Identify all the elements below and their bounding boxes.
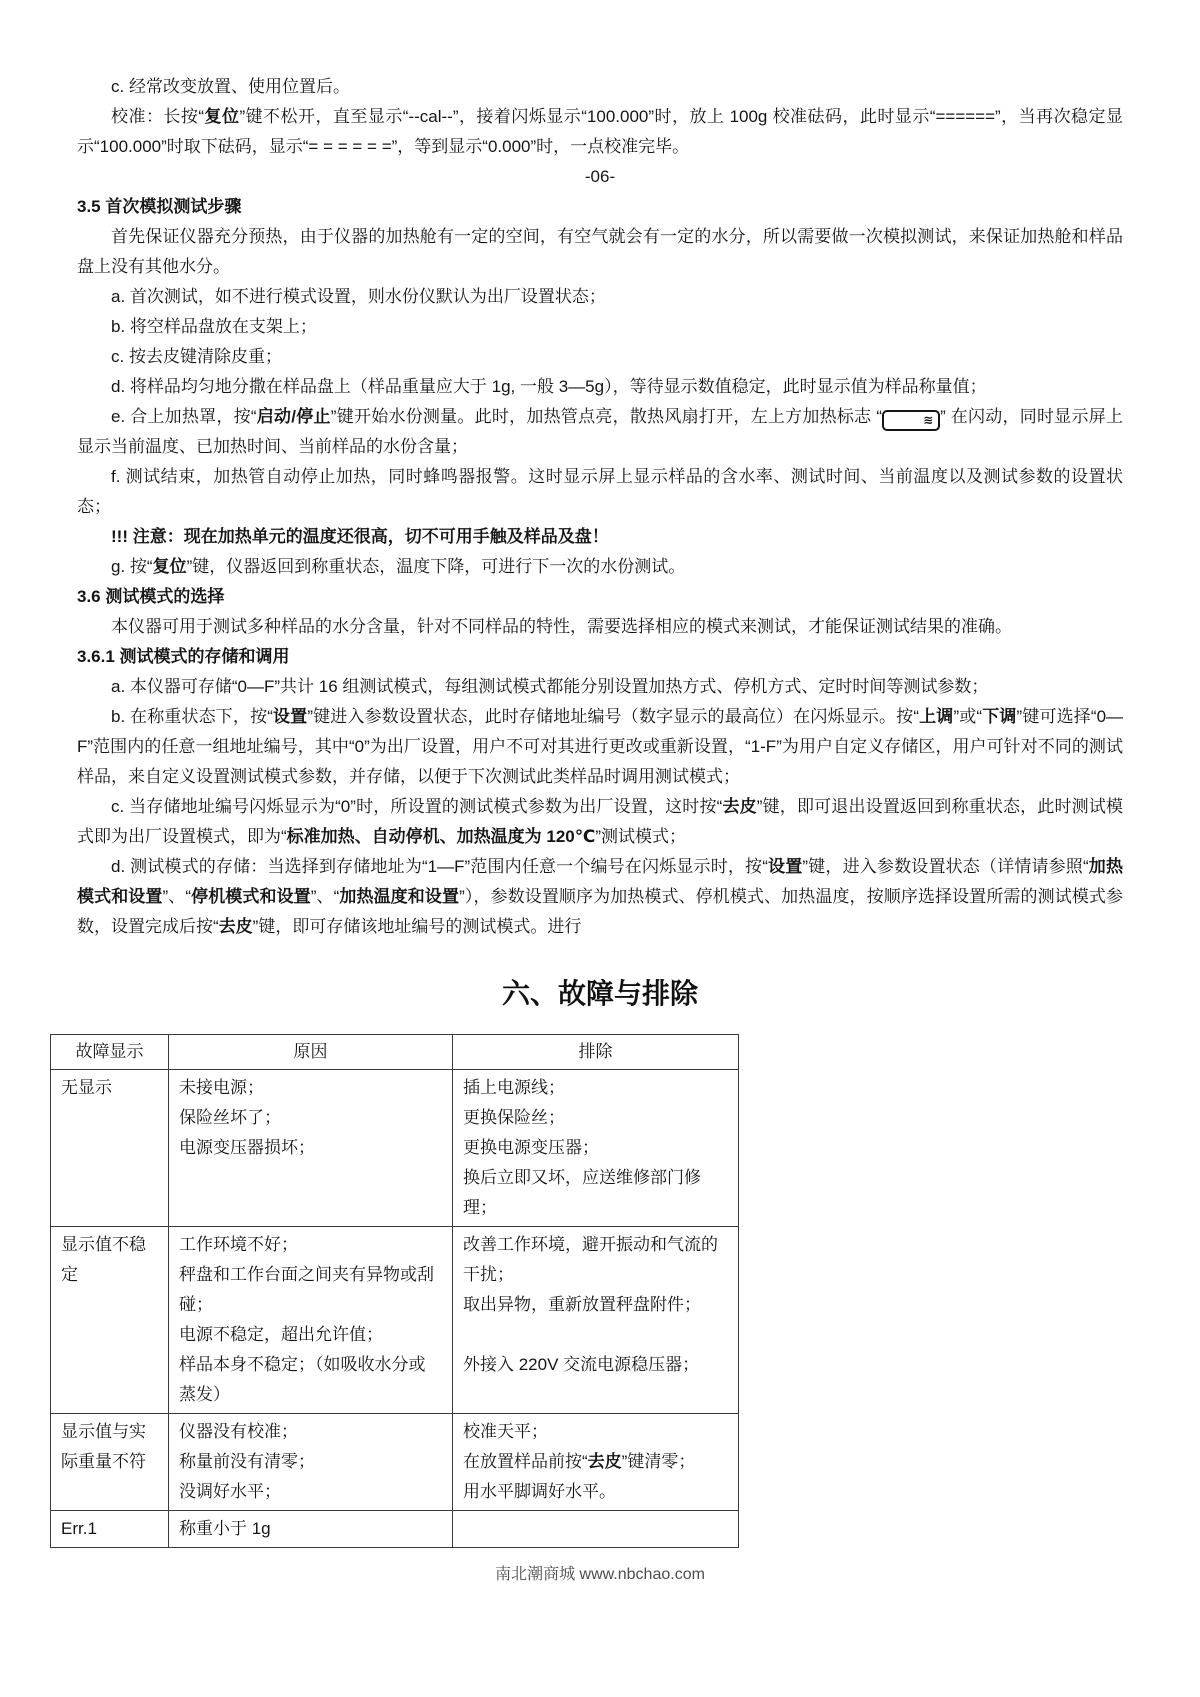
bold-text-segment: 去皮	[218, 917, 253, 936]
fault-cell-display	[51, 1511, 169, 1548]
cell-line	[179, 1073, 442, 1103]
text-segment: g. 按“	[111, 557, 153, 576]
text-segment: 3.6 测试模式的选择	[77, 587, 225, 606]
text-segment: 取出异物，重新放置秤盘附件；	[463, 1295, 701, 1314]
cell-line	[463, 1230, 728, 1290]
cell-line	[463, 1290, 728, 1320]
fault-cell-remedy	[453, 1227, 739, 1414]
cell-line	[179, 1260, 442, 1320]
text-segment: 外接入 220V 交流电源稳压器；	[463, 1355, 700, 1374]
cell-line	[179, 1320, 442, 1350]
text-segment: ”测试模式；	[595, 827, 687, 846]
text-segment: e. 合上加热罩，按“	[111, 407, 257, 426]
cell-line	[61, 1073, 158, 1103]
cell-line	[463, 1417, 728, 1447]
cell-line	[179, 1350, 442, 1410]
text-segment: d. 测试模式的存储：当选择到存储地址为“1—F”范围内任意一个编号在闪烁显示时，按“	[111, 857, 768, 876]
text-segment: 显示值与实际重量不符	[61, 1422, 146, 1471]
fault-table-header-display: 故障显示	[51, 1035, 169, 1070]
page-number	[77, 162, 1123, 192]
paragraph-calibration-note	[77, 72, 1123, 102]
paragraph	[77, 612, 1123, 642]
cell-line	[463, 1133, 728, 1163]
bold-text-segment: 停机模式和设置	[191, 887, 311, 906]
text-segment: ”键可选择“0—F”范围内的任意一组地址编号，其中“0”为出厂设置，用户不可对其进行更改或重新设置，“1-F”为用户自定义存储区，用户可针对不同的测试样品，来自定义设置测试模式参数，并存储，以便于下次测试此类样品时调用测试模式；	[77, 707, 1124, 786]
paragraph-calibration-steps	[77, 102, 1123, 162]
text-segment: 工作环境不好；	[179, 1235, 298, 1254]
fault-table-header-cause: 原因	[169, 1035, 453, 1070]
bold-text-segment: 标准加热、自动停机、加热温度为 120℃	[286, 827, 596, 846]
text-segment: 无显示	[61, 1078, 112, 1097]
text-segment: 称量前没有清零；	[179, 1452, 315, 1471]
text-segment: 插上电源线；	[463, 1078, 565, 1097]
page-footer: 南北潮商城 www.nbchao.com	[495, 1566, 705, 1583]
text-segment: -06-	[584, 167, 616, 186]
text-segment: a. 首次测试，如不进行模式设置，则水份仪默认为出厂设置状态；	[111, 287, 606, 306]
text-segment: 电源变压器损坏；	[179, 1138, 315, 1157]
text-segment: 3.6.1 测试模式的存储和调用	[77, 647, 290, 666]
fault-cell-remedy	[453, 1414, 739, 1511]
cell-line	[179, 1417, 442, 1447]
bold-text-segment: 加热温度和设置	[339, 887, 460, 906]
cell-line	[463, 1103, 728, 1133]
text-segment: 电源不稳定，超出允许值；	[179, 1325, 383, 1344]
text-segment: c. 经常改变放置、使用位置后。	[111, 77, 350, 96]
bold-text-segment: 设置	[767, 857, 803, 876]
text-segment: ”），参数设置顺序为加热模式、停机模式、加热温度，按顺序选择设置所需的测试模式参数，设置完成后按“	[77, 887, 1123, 936]
text-segment: 显示值不稳定	[61, 1235, 146, 1284]
fault-cell-display	[51, 1070, 169, 1227]
fault-table-row	[51, 1511, 739, 1548]
fault-table	[50, 1034, 739, 1548]
cell-line	[463, 1350, 728, 1380]
fault-cell-remedy	[453, 1511, 739, 1548]
paragraph-step-f	[77, 462, 1123, 522]
cell-line	[179, 1447, 442, 1477]
fault-section-title: 六、故障与排除	[501, 978, 698, 1009]
text-segment: 首先保证仪器充分预热，由于仪器的加热舱有一定的空间，有空气就会有一定的水分，所以需要做一次模拟测试，来保证加热舱和样品盘上没有其他水分。	[77, 227, 1123, 276]
text-segment: 没调好水平；	[179, 1482, 281, 1501]
cell-line	[463, 1447, 728, 1477]
text-segment: 本仪器可用于测试多种样品的水分含量，针对不同样品的特性，需要选择相应的模式来测试，才能保证测试结果的准确。	[111, 617, 1012, 636]
bold-text-segment: 去皮	[722, 797, 757, 816]
cell-line	[61, 1417, 158, 1477]
cell-line	[179, 1133, 442, 1163]
bold-text-segment: !!! 注意：现在加热单元的温度还很高，切不可用手触及样品及盘！	[111, 527, 609, 546]
cell-line	[179, 1230, 442, 1260]
fault-cell-cause	[169, 1414, 453, 1511]
cell-line	[463, 1320, 728, 1350]
text-segment: 更换电源变压器；	[463, 1138, 599, 1157]
bold-text-segment: 下调	[982, 707, 1017, 726]
bold-text-segment: 设置	[272, 707, 308, 726]
text-segment: 3.5 首次模拟测试步骤	[77, 197, 242, 216]
bold-text-segment: 复位	[204, 107, 240, 126]
bold-text-segment: 去皮	[587, 1452, 622, 1471]
text-segment: ”键进入参数设置状态，此时存储地址编号（数字显示的最高位）在闪烁显示。按“	[307, 707, 919, 726]
paragraph-step-c	[77, 342, 1123, 372]
bold-text-segment: 启动/停止	[256, 407, 331, 426]
paragraph-mode-c	[77, 792, 1123, 852]
text-segment: ”键，即可存储该地址编号的测试模式。进行	[252, 917, 582, 936]
text-segment: Err.1	[61, 1519, 97, 1538]
text-segment: 未接电源；	[179, 1078, 264, 1097]
text-segment: 仪器没有校准；	[179, 1422, 298, 1441]
text-segment: 更换保险丝；	[463, 1108, 565, 1127]
paragraph	[77, 222, 1123, 282]
text-segment: ” 在闪动，同时显示屏上显示当前温度、已加热时间、当前样品的水份含量；	[77, 407, 1124, 456]
fault-table-header-row	[51, 1035, 739, 1070]
text-segment: ”键不松开，直至显示“--cal--”，接着闪烁显示“100.000”时，放上 100g 校准砝码，此时显示“======”，当再次稳定显示“100.000”时取下砝码，显示“= = = = = =”，等到显示“0.000”时，一点校准完毕。	[77, 107, 1123, 156]
cell-line	[179, 1477, 442, 1507]
paragraph-step-e	[77, 402, 1123, 462]
section-heading-3-6-1	[77, 642, 1123, 672]
text-segment: a. 本仪器可存储“0—F”共计 16 组测试模式，每组测试模式都能分别设置加热方式、停机方式、定时时间等测试参数；	[111, 677, 989, 696]
bold-text-segment: 上调	[918, 707, 954, 726]
text-segment: d. 将样品均匀地分撒在样品盘上（样品重量应大于 1g, 一般 3—5g），等待显示数值稳定，此时显示值为样品称量值；	[111, 377, 987, 396]
fault-cell-remedy	[453, 1070, 739, 1227]
fault-cell-cause	[169, 1511, 453, 1548]
text-segment: 秤盘和工作台面之间夹有异物或刮碰；	[179, 1265, 434, 1314]
bold-text-segment: 加热模式和设置	[77, 857, 1123, 906]
text-segment: 样品本身不稳定；（如吸收水分或蒸发）	[179, 1355, 426, 1404]
fault-cell-display	[51, 1227, 169, 1414]
text-segment: ”键，即可退出设置返回到称重状态，此时测试模式即为出厂设置模式，即为“	[77, 797, 1123, 846]
text-segment: ”键开始水份测量。此时，加热管点亮，散热风扇打开，左上方加热标志 “	[330, 407, 883, 426]
cell-line	[61, 1230, 158, 1290]
fault-cell-cause	[169, 1070, 453, 1227]
text-segment: b. 将空样品盘放在支架上；	[111, 317, 317, 336]
text-segment: 校准：长按“	[111, 107, 205, 126]
text-segment: 改善工作环境，避开振动和气流的干扰；	[463, 1235, 718, 1284]
notice-paragraph	[77, 522, 1123, 552]
document-body	[77, 72, 1123, 942]
text-segment: b. 在称重状态下，按“	[111, 707, 273, 726]
text-segment: f. 测试结束，加热管自动停止加热，同时蜂鸣器报警。这时显示屏上显示样品的含水率、测试时间、当前温度以及测试参数的设置状态；	[77, 467, 1123, 516]
bold-text-segment: 复位	[152, 557, 187, 576]
text-segment: c. 当存储地址编号闪烁显示为“0”时，所设置的测试模式参数为出厂设置，这时按“	[111, 797, 723, 816]
cell-line	[463, 1073, 728, 1103]
text-segment: ”、“	[310, 887, 340, 906]
text-segment: 换后立即又坏，应送维修部门修理；	[463, 1168, 701, 1217]
paragraph-step-b	[77, 312, 1123, 342]
paragraph-step-a	[77, 282, 1123, 312]
text-segment: 保险丝坏了；	[179, 1108, 281, 1127]
paragraph-mode-a	[77, 672, 1123, 702]
paragraph-mode-d	[77, 852, 1123, 942]
fault-table-row	[51, 1227, 739, 1414]
fault-cell-cause	[169, 1227, 453, 1414]
cell-line	[61, 1514, 158, 1544]
fault-table-row	[51, 1414, 739, 1511]
text-segment: c. 按去皮键清除皮重；	[111, 347, 282, 366]
cell-line	[463, 1163, 728, 1223]
fault-cell-display	[51, 1414, 169, 1511]
text-segment: ”键，进入参数设置状态（详情请参照“	[802, 857, 1089, 876]
paragraph-mode-b	[77, 702, 1123, 792]
cell-line	[463, 1477, 728, 1507]
section-heading-3-6	[77, 582, 1123, 612]
text-segment: ”或“	[953, 707, 983, 726]
text-segment: 称重小于 1g	[179, 1519, 271, 1538]
text-segment: ”、“	[162, 887, 191, 906]
cell-line	[179, 1103, 442, 1133]
text-segment: 在放置样品前按“	[463, 1452, 588, 1471]
text-segment: ”键，仪器返回到称重状态，温度下降，可进行下一次的水份测试。	[186, 557, 686, 576]
section-heading-3-5	[77, 192, 1123, 222]
text-segment: 校准天平；	[463, 1422, 548, 1441]
paragraph-step-d	[77, 372, 1123, 402]
text-segment: 用水平脚调好水平。	[463, 1482, 616, 1501]
fault-table-header-remedy: 排除	[453, 1035, 739, 1070]
cell-line	[179, 1514, 442, 1544]
heating-indicator-icon: ≋	[882, 410, 940, 431]
text-segment: ”键清零；	[621, 1452, 696, 1471]
paragraph-step-g	[77, 552, 1123, 582]
fault-table-row	[51, 1070, 739, 1227]
